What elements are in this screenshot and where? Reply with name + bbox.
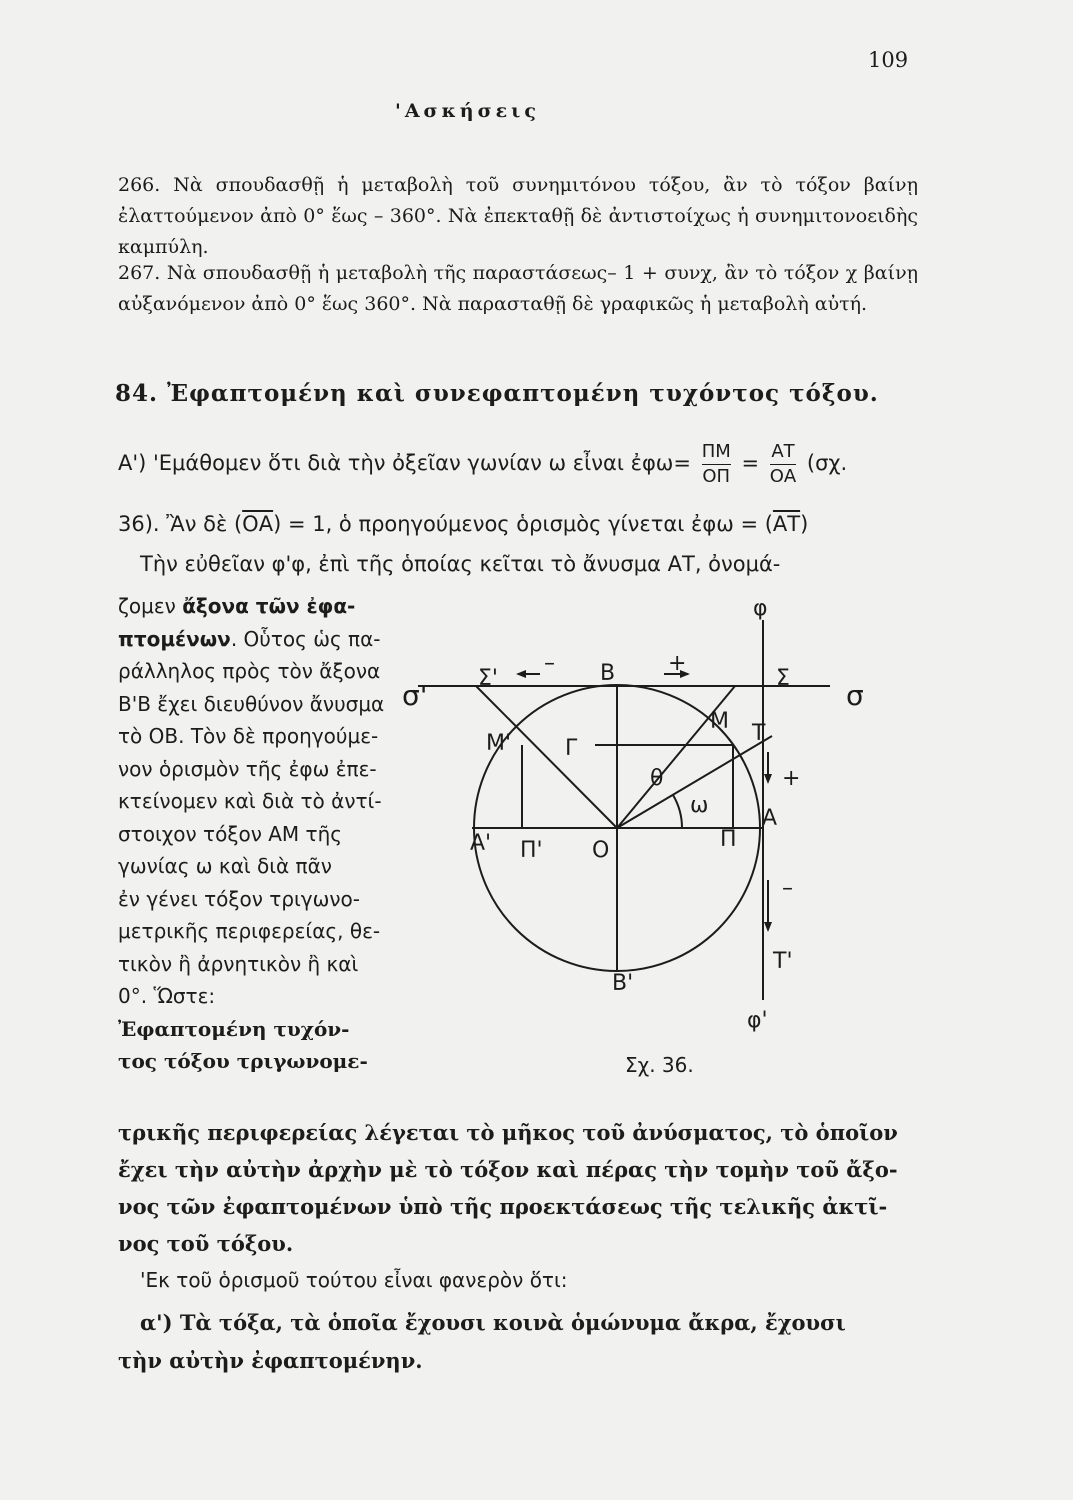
paragraph-a-line1 <box>118 440 847 489</box>
wrap-line: νον ὁρισμὸν τῆς ἐφω ἐπε- <box>118 756 377 781</box>
line2-part-c: ) <box>800 512 809 536</box>
wrap-line: ράλληλος πρὸς τὸν ἄξονα <box>118 659 381 683</box>
line-sigma <box>617 686 735 828</box>
wrap-line: τικὸν ἢ ἀρνητικὸν ἢ καὶ <box>118 951 359 976</box>
label-minus-right: – <box>782 876 793 901</box>
conclusion-line: α') Τὰ τόξα, τὰ ὁποῖα ἔχουσι κοινὰ ὁμώνυμα ἄκρα, ἔχουσι <box>140 1310 846 1335</box>
wrap-line: Β'Β ἔχει διευθύνον ἄνυσμα <box>118 691 385 716</box>
line2-oa: $\overline{OA}$ <box>242 512 274 536</box>
label-plus-top: + <box>668 651 687 676</box>
wrap-line: Ἐφαπτομένη τυχόν- <box>118 1016 350 1041</box>
exercise-267: 267. Νὰ σπουδασθῇ ἡ μεταβολὴ τῆς παραστάσεως– 1 + συνχ, ἂν τὸ τόξον χ βαίνῃ αὐξανόμενον ἀπὸ 0° ἕως 360°. Νὰ παρασταθῇ δὲ γραφικῶς ἡ μεταβολὴ αὐτή. <box>118 262 918 315</box>
para-a-tail: (σχ. <box>806 451 848 475</box>
fraction-pm-op <box>702 440 731 489</box>
wrap-line: τος τόξου τριγωνομε- <box>118 1049 368 1073</box>
definition-line: νος τοῦ τόξου. <box>118 1231 294 1256</box>
label-omega: ω <box>690 793 709 818</box>
wrap-line: στοιχον τόξον ΑΜ τῆς <box>118 821 342 846</box>
fraction-numerator: ΑΤ <box>770 440 796 465</box>
wrap-line: 0°. Ὥστε: <box>118 984 216 1008</box>
para-a-text: Α') 'Εμάθομεν ὅτι διὰ τὴν ὀξεῖαν γωνίαν ω εἶναι ἐφω= <box>118 451 691 475</box>
label-B: Β <box>600 661 616 686</box>
label-A-prime: Α' <box>470 831 492 856</box>
section-heading: 'Ασκήσεις <box>395 100 540 122</box>
figure-caption: Σχ. 36. <box>625 1053 694 1077</box>
label-M: Μ <box>710 709 729 734</box>
label-O: Ο <box>592 838 610 863</box>
section-title: 84. Ἐφαπτομένη καὶ συνεφαπτομένη τυχόντος τόξου. <box>115 380 879 407</box>
label-sigma-prime: σ' <box>402 679 428 712</box>
fraction-denominator: ΟΠ <box>702 466 731 487</box>
label-theta: θ <box>650 766 664 791</box>
fraction-denominator: ΟΑ <box>769 466 797 487</box>
page-number: 109 <box>868 48 909 72</box>
paragraph-a-line3: Τὴν εὐθεῖαν φ'φ, ἐπὶ τῆς ὁποίας κεῖται τὸ ἄνυσμα ΑΤ, ὀνομά- <box>140 552 781 576</box>
definition-line: ἔχει τὴν αὐτὴν ἀρχὴν μὲ τὸ τόξον καὶ πέρας τὴν τομὴν τοῦ ἄξο- <box>118 1157 898 1182</box>
label-Pi-prime: Π' <box>520 838 543 863</box>
definition-line: νος τῶν ἐφαπτομένων ὑπὸ τῆς προεκτάσεως τῆς τελικῆς ἀκτῖ- <box>118 1194 888 1219</box>
line2-part-a: 36). Ἂν δὲ ( <box>118 512 243 536</box>
exercise-266: 266. Νὰ σπουδασθῇ ἡ μεταβολὴ τοῦ συνημιτόνου τόξου, ἂν τὸ τόξον βαίνῃ ἐλαττούμενον ἀπὸ 0° ἕως – 360°. Νὰ ἐπεκταθῇ δὲ ἀντιστοίχως ἡ συνημιτονοειδὴς καμπύλη. <box>118 174 918 258</box>
label-T-prime: Τ' <box>773 949 793 974</box>
wrap-line: ζομεν ἄξονα τῶν ἐφα- <box>118 594 356 618</box>
label-phi: φ <box>753 596 768 621</box>
label-B-prime: Β' <box>612 971 634 996</box>
label-plus-right: + <box>782 766 801 791</box>
fraction-numerator: ΠΜ <box>702 440 731 465</box>
wrap-line: μετρικῆς περιφερείας, θε- <box>118 919 381 943</box>
conclusion-line: τὴν αὐτὴν ἐφαπτομένην. <box>118 1348 423 1373</box>
wrap-line: κτείνομεν καὶ διὰ τὸ ἀντί- <box>118 789 382 813</box>
paragraph-a-line2 <box>118 512 808 536</box>
label-Sigma-prime: Σ' <box>478 666 498 691</box>
definition-line: τρικῆς περιφερείας λέγεται τὸ μῆκος τοῦ ἀνύσματος, τὸ ὁποῖον <box>118 1120 898 1145</box>
wrapped-text-column <box>118 590 388 1078</box>
wrap-line: γωνίας ω καὶ διὰ πᾶν <box>118 854 332 878</box>
angle-omega-arc <box>673 795 682 828</box>
wrap-line: ἐν γένει τόξον τριγωνο- <box>118 886 361 911</box>
label-sigma: σ <box>846 679 864 712</box>
label-minus-top: – <box>544 651 555 676</box>
label-phi-prime: φ' <box>747 1008 768 1033</box>
label-T: Τ <box>752 721 766 746</box>
conclusion-intro: 'Εκ τοῦ ὁρισμοῦ τούτου εἶναι φανερὸν ὅτι: <box>140 1268 568 1292</box>
label-M-prime: Μ' <box>486 731 512 756</box>
fraction-at-oa <box>770 440 796 489</box>
line2-at: $\overline{AT}$ <box>772 512 801 536</box>
label-Sigma: Σ <box>776 666 790 691</box>
wrap-line: τὸ ΟΒ. Τὸν δὲ προηγούμε- <box>118 724 379 748</box>
wrap-line: πτομένων. Οὗτος ὡς πα- <box>118 626 381 651</box>
label-Pi: Π <box>720 827 737 852</box>
line2-part-b: ) = 1, ὁ προηγούμενος ὁρισμὸς γίνεται ἐφω = ( <box>273 512 773 536</box>
figure-36 <box>395 595 895 1040</box>
label-A: Α <box>762 806 778 831</box>
equals-sign: = <box>741 451 760 475</box>
label-Gamma: Γ <box>565 736 578 761</box>
line-sigma-prime <box>476 686 617 828</box>
